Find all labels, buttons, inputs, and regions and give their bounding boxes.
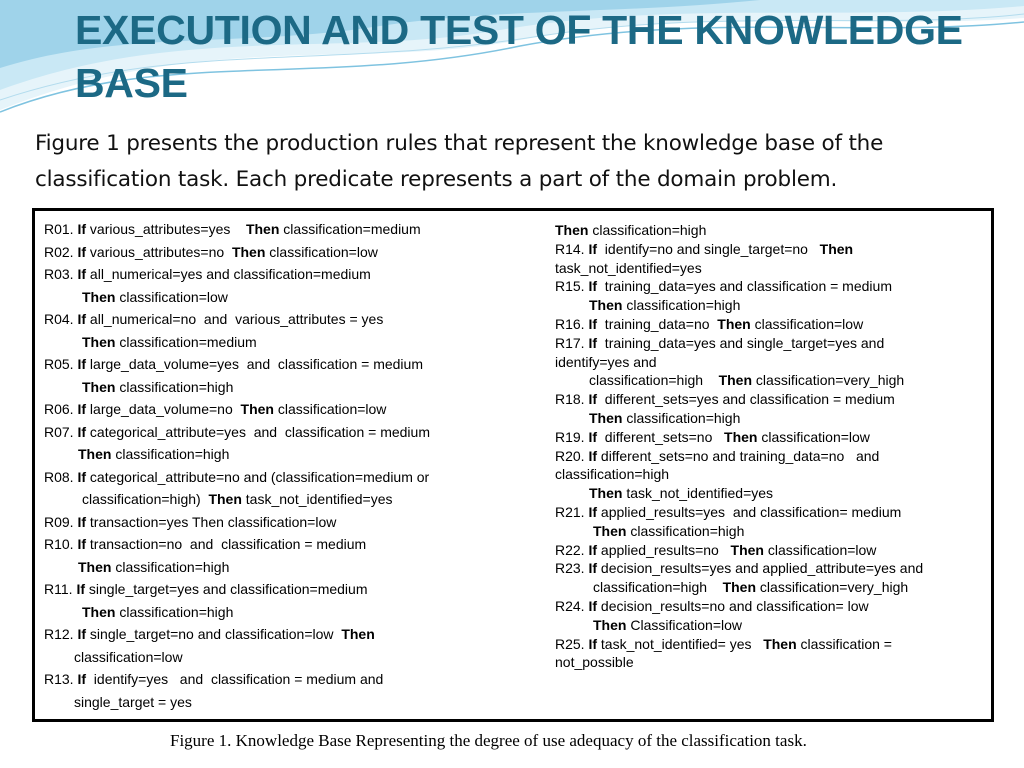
rule-line bbox=[44, 533, 539, 556]
rule-text: single_target=yes and classification=medium bbox=[85, 581, 368, 597]
rule-text: different_sets=yes and classification = medium bbox=[597, 391, 895, 408]
rule-keyword: Then bbox=[78, 558, 112, 575]
rule-text: identify=yes and classification = medium and bbox=[86, 671, 384, 687]
rule-keyword: If bbox=[588, 428, 598, 445]
rule-text: classification=high bbox=[555, 466, 670, 483]
rule-line bbox=[44, 691, 539, 714]
rule-line bbox=[44, 578, 539, 601]
rule-text: training_data=no bbox=[597, 315, 718, 332]
rule-keyword: If bbox=[77, 536, 87, 552]
rule-line bbox=[555, 428, 983, 447]
rule-text: R25. bbox=[555, 635, 589, 652]
rule-line bbox=[555, 277, 983, 296]
rule-text: R05. bbox=[44, 356, 78, 372]
rule-text: R08. bbox=[44, 468, 78, 485]
rule-keyword: Then bbox=[593, 616, 627, 633]
rule-text: various_attributes=no bbox=[86, 243, 232, 260]
rule-line bbox=[44, 668, 539, 691]
rule-line bbox=[44, 263, 539, 286]
rule-text: R07. bbox=[44, 423, 78, 440]
rule-text: classification=medium bbox=[115, 333, 257, 350]
rule-text: training_data=yes and classification = medium bbox=[597, 278, 892, 295]
rule-line bbox=[555, 559, 983, 578]
rule-keyword: If bbox=[77, 626, 87, 642]
rule-text: R14. bbox=[555, 240, 589, 257]
rule-keyword: Then bbox=[82, 333, 116, 350]
rule-keyword: Then bbox=[78, 446, 112, 462]
rule-keyword: Then bbox=[722, 579, 757, 596]
rule-text: R10. bbox=[44, 536, 78, 552]
rule-text: large_data_volume=no bbox=[86, 401, 241, 417]
rule-text: decision_results=no and classification= low bbox=[597, 597, 869, 614]
rule-keyword: Then bbox=[718, 372, 753, 389]
rule-text: transaction=yes Then classification=low bbox=[86, 513, 337, 530]
rule-line bbox=[44, 331, 539, 354]
rule-line bbox=[555, 353, 983, 372]
rule-text: R20. bbox=[555, 447, 589, 464]
rule-keyword: If bbox=[77, 311, 87, 327]
rule-text: identify=yes and bbox=[555, 353, 657, 370]
rule-line bbox=[555, 635, 983, 654]
rule-text: single_target=no and classification=low bbox=[86, 626, 342, 642]
rule-text: task_not_identified=yes bbox=[622, 485, 774, 502]
rule-line bbox=[44, 623, 539, 646]
rules-column-right bbox=[555, 211, 983, 672]
rule-keyword: If bbox=[77, 423, 87, 440]
rule-text: applied_results=no bbox=[597, 541, 731, 558]
rule-text: classification=low bbox=[757, 428, 870, 445]
rule-text: R01. bbox=[44, 221, 78, 237]
rule-text: classification=high bbox=[622, 409, 741, 426]
rule-line bbox=[44, 308, 539, 331]
rule-text: classification = bbox=[796, 635, 892, 652]
rule-keyword: If bbox=[588, 391, 598, 408]
rule-text: classification=medium bbox=[279, 221, 421, 237]
rule-keyword: Then bbox=[763, 635, 797, 652]
rule-text: classification=high bbox=[588, 222, 707, 238]
rule-text: R06. bbox=[44, 401, 78, 417]
rule-keyword: Then bbox=[589, 297, 623, 314]
rule-keyword: If bbox=[588, 315, 598, 332]
rule-keyword: If bbox=[588, 447, 598, 464]
rule-line bbox=[555, 296, 983, 315]
rule-keyword: Then bbox=[231, 243, 266, 260]
rule-keyword: If bbox=[77, 266, 87, 282]
rule-text: classification=high bbox=[111, 446, 230, 462]
rule-line bbox=[555, 315, 983, 334]
rule-text: classification=low bbox=[750, 315, 864, 332]
rule-text: different_sets=no and training_data=no and bbox=[597, 447, 880, 464]
rule-line bbox=[555, 409, 983, 428]
rule-line bbox=[44, 376, 539, 399]
rule-text: task_not_identified=yes bbox=[555, 259, 702, 276]
rule-line bbox=[555, 240, 983, 259]
rules-column-left bbox=[44, 211, 539, 713]
rule-text: R24. bbox=[555, 597, 589, 614]
rule-text: R22. bbox=[555, 541, 589, 558]
rule-text: R19. bbox=[555, 428, 589, 445]
rule-keyword: Then bbox=[724, 428, 758, 445]
rule-text: classification=low bbox=[115, 288, 228, 305]
rule-keyword: Then bbox=[593, 522, 627, 539]
rule-keyword: If bbox=[588, 597, 598, 614]
rule-keyword: If bbox=[588, 560, 598, 577]
rule-keyword: Then bbox=[245, 221, 280, 237]
rule-line bbox=[555, 616, 983, 635]
rule-keyword: Then bbox=[717, 315, 751, 332]
rule-text: R12. bbox=[44, 626, 78, 642]
rule-text: task_not_identified= yes bbox=[597, 635, 764, 652]
rule-keyword: If bbox=[588, 503, 598, 520]
rule-text: training_data=yes and single_target=yes and bbox=[597, 334, 885, 351]
intro-paragraph: Figure 1 presents the production rules that represent the knowledge base of the classification task. Each predicate represents a part of the domain problem. bbox=[35, 131, 884, 192]
rule-text: classification=high bbox=[111, 558, 230, 575]
rule-keyword: If bbox=[77, 671, 87, 687]
rule-text: R13. bbox=[44, 671, 78, 687]
rule-line bbox=[44, 488, 539, 511]
rule-line bbox=[44, 286, 539, 309]
rule-line bbox=[44, 466, 539, 489]
rule-keyword: Then bbox=[341, 626, 375, 642]
rule-keyword: Then bbox=[82, 288, 116, 305]
rule-keyword: If bbox=[77, 243, 87, 260]
rule-line bbox=[44, 646, 539, 669]
rule-keyword: If bbox=[77, 513, 87, 530]
rule-text: R03. bbox=[44, 266, 78, 282]
rule-text: R04. bbox=[44, 311, 78, 327]
rule-text: R15. bbox=[555, 278, 589, 295]
rule-keyword: Then bbox=[240, 401, 274, 417]
rule-text: R02. bbox=[44, 243, 78, 260]
rule-line bbox=[44, 511, 539, 534]
rule-text: R16. bbox=[555, 315, 589, 332]
rule-line bbox=[555, 503, 983, 522]
rule-text: identify=no and single_target=no bbox=[597, 240, 820, 257]
rule-line bbox=[555, 259, 983, 278]
rule-text: classification=high bbox=[622, 297, 741, 314]
rule-text: classification=very_high bbox=[752, 372, 905, 389]
rule-text: R09. bbox=[44, 513, 78, 530]
rule-text: not_possible bbox=[555, 654, 634, 671]
rule-text: classification=low bbox=[763, 541, 877, 558]
rule-line bbox=[44, 398, 539, 421]
rule-text: decision_results=yes and applied_attribute=yes and bbox=[597, 560, 924, 577]
rule-line bbox=[555, 484, 983, 503]
rule-text: large_data_volume=yes and classification = medium bbox=[86, 356, 423, 372]
rule-text: classification=high) bbox=[82, 491, 209, 507]
figure-caption: Figure 1. Knowledge Base Representing the degree of use adequacy of the classification task. bbox=[170, 731, 807, 750]
rule-keyword: Then bbox=[82, 378, 116, 395]
rule-line bbox=[555, 465, 983, 484]
rule-line bbox=[44, 353, 539, 376]
rule-line bbox=[555, 447, 983, 466]
rule-text: all_numerical=yes and classification=medium bbox=[86, 266, 371, 282]
rule-keyword: If bbox=[588, 278, 598, 295]
rule-text: classification=low bbox=[265, 243, 378, 260]
rule-keyword: Then bbox=[589, 485, 623, 502]
rule-text: different_sets=no bbox=[597, 428, 725, 445]
knowledge-base-figure bbox=[32, 208, 994, 722]
rule-line bbox=[555, 653, 983, 672]
rule-keyword: Then bbox=[555, 222, 589, 238]
rule-keyword: If bbox=[77, 401, 87, 417]
rule-text: transaction=no and classification = medium bbox=[86, 536, 367, 552]
rule-keyword: Then bbox=[82, 603, 116, 620]
rule-line bbox=[555, 334, 983, 353]
rule-text: classification=low bbox=[74, 648, 183, 665]
rule-text: various_attributes=yes bbox=[86, 221, 246, 237]
rule-text: classification=high bbox=[626, 522, 745, 539]
rule-line bbox=[555, 221, 983, 240]
rule-line bbox=[44, 421, 539, 444]
rule-text: categorical_attribute=no and (classification=medium or bbox=[86, 468, 430, 485]
rule-line bbox=[44, 241, 539, 264]
rule-line bbox=[44, 556, 539, 579]
rule-text: R21. bbox=[555, 503, 589, 520]
rule-keyword: If bbox=[76, 581, 85, 597]
rule-line bbox=[555, 597, 983, 616]
rule-text: classification=high bbox=[593, 579, 723, 596]
rule-line bbox=[44, 601, 539, 624]
slide-title: EXECUTION AND TEST OF THE KNOWLEDGE BASE bbox=[75, 7, 963, 106]
rule-line bbox=[555, 371, 983, 390]
rule-text: R18. bbox=[555, 391, 589, 408]
rule-text: classification=high bbox=[589, 372, 719, 389]
rule-line bbox=[555, 390, 983, 409]
rule-keyword: If bbox=[77, 221, 87, 237]
rule-text: task_not_identified=yes bbox=[241, 491, 393, 507]
rule-text: single_target = yes bbox=[74, 693, 192, 710]
rule-keyword: If bbox=[588, 240, 598, 257]
rule-text: classification=high bbox=[115, 378, 234, 395]
rule-text: applied_results=yes and classification= medium bbox=[597, 503, 902, 520]
rule-line bbox=[555, 522, 983, 541]
rule-keyword: If bbox=[588, 635, 598, 652]
rule-text: all_numerical=no and various_attributes = yes bbox=[86, 311, 384, 327]
rule-text: classification=high bbox=[115, 603, 234, 620]
rule-line bbox=[44, 218, 539, 241]
rule-keyword: If bbox=[588, 541, 598, 558]
rule-text: Classification=low bbox=[626, 616, 743, 633]
rule-text: classification=very_high bbox=[756, 579, 909, 596]
rule-keyword: Then bbox=[730, 541, 764, 558]
rule-keyword: Then bbox=[589, 409, 623, 426]
rule-text: classification=low bbox=[273, 401, 387, 417]
rule-keyword: If bbox=[77, 468, 87, 485]
rule-keyword: Then bbox=[208, 491, 242, 507]
rule-line bbox=[555, 541, 983, 560]
rule-line bbox=[44, 443, 539, 466]
rule-text: R11. bbox=[44, 581, 77, 597]
rule-keyword: If bbox=[77, 356, 87, 372]
rule-keyword: Then bbox=[819, 240, 854, 257]
rule-keyword: If bbox=[588, 334, 598, 351]
rule-text: R17. bbox=[555, 334, 589, 351]
rule-text: R23. bbox=[555, 560, 589, 577]
rule-text: categorical_attribute=yes and classification = medium bbox=[86, 423, 430, 440]
rule-line bbox=[555, 578, 983, 597]
